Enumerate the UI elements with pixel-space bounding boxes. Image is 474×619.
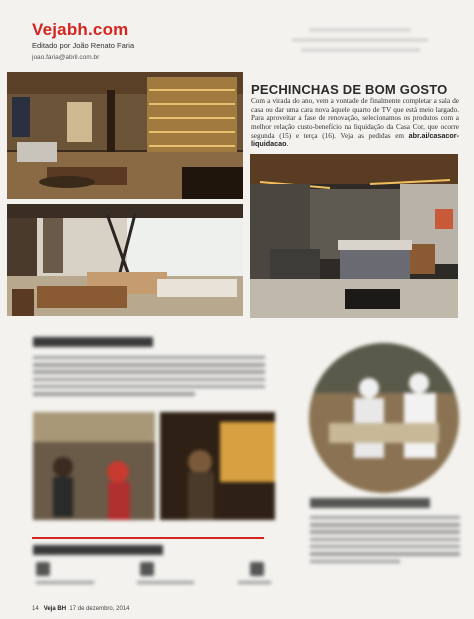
issue-date: 17 de dezembro, 2014 [69,606,130,612]
section-heading-left [33,337,153,347]
crowd-photo-right [160,412,275,520]
bedroom-photo [250,154,458,318]
section-divider [32,537,264,539]
article-headline: PECHINCHAS DE BOM GOSTO [251,81,448,97]
blurred-paragraph [33,352,265,400]
brand-title[interactable]: Vejabh.com [32,20,129,39]
social-icon-2[interactable] [140,562,154,576]
article-link[interactable]: abr.ai/casacor-liquidacao [251,130,459,149]
section-heading-social [33,545,163,555]
page-number: 14 [32,606,39,612]
blurred-paragraph-right [310,512,460,567]
section-heading-right [310,498,430,508]
crowd-photo-left [33,412,155,520]
workers-circle-photo [309,343,459,493]
social-icon-3[interactable] [250,562,264,576]
publication-name: Veja BH [43,606,67,612]
social-icon-1[interactable] [36,562,50,576]
masthead [32,20,134,61]
editor-email[interactable]: joao.faria@abril.com.br [32,54,100,61]
open-living-space-photo [7,204,243,316]
page-footer [32,606,129,612]
article-body [251,97,459,149]
article-link-suffix: . [286,140,289,149]
blurred-social-captions [36,575,276,593]
faded-header-graphic [275,22,445,66]
living-room-photo [7,72,243,199]
editor-credit: Editado por João Renato Faria [32,41,135,50]
article-body-text: Com a virada do ano, vem a vontade de finalmente completar a sala de casa ou dar uma cara nova àquele quarto de TV que está meio largado. Para aproveitar a fase de renovação, selecionamos os produtos com a melhor relação custo-benefício na liquidação da Casa Cor, que ocorre segunda (15) e terça (16). Veja as pedidas em [251,97,459,140]
